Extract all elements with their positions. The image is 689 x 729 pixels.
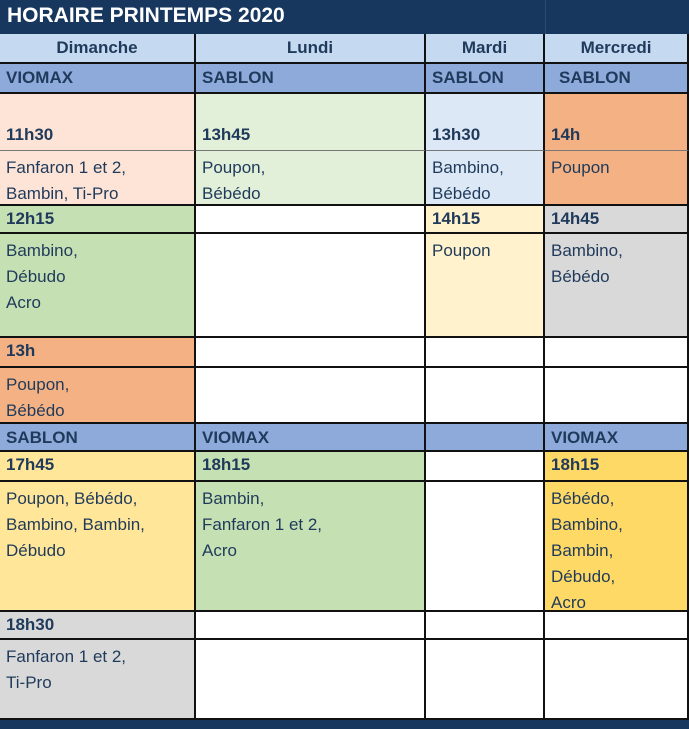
groups-tuesday-2: Poupon	[426, 234, 545, 338]
location-sunday-1: VIOMAX	[0, 64, 196, 94]
empty-cell	[426, 452, 545, 482]
location-sunday-2: SABLON	[0, 424, 196, 452]
groups-wednesday-2: Bambino, Bébédo	[545, 234, 689, 338]
time-wednesday-2: 14h45	[545, 206, 689, 234]
groups-wednesday-3: Bébédo, Bambino, Bambin, Débudo, Acro	[545, 482, 689, 612]
time-wednesday-3: 18h15	[545, 452, 689, 482]
groups-sunday-1: Fanfaron 1 et 2, Bambin, Ti-Pro	[0, 150, 196, 206]
empty-cell	[196, 640, 426, 720]
groups-monday-1: Poupon, Bébédo	[196, 150, 426, 206]
empty-cell	[196, 206, 426, 234]
time-monday-2: 18h15	[196, 452, 426, 482]
time-sunday-3: 13h	[0, 338, 196, 368]
location-wednesday-1: SABLON	[545, 64, 689, 94]
location-wednesday-2: VIOMAX	[545, 424, 689, 452]
groups-wednesday-1: Poupon	[545, 150, 689, 206]
groups-sunday-3: Poupon, Bébédo	[0, 368, 196, 424]
location-monday-1: SABLON	[196, 64, 426, 94]
title-cell-empty	[545, 0, 689, 34]
empty-cell	[426, 368, 545, 424]
time-sunday-4: 17h45	[0, 452, 196, 482]
location-tuesday-2	[426, 424, 545, 452]
footer-bar	[0, 720, 689, 729]
location-monday-2: VIOMAX	[196, 424, 426, 452]
time-sunday-5: 18h30	[0, 612, 196, 640]
time-sunday-2: 12h15	[0, 206, 196, 234]
empty-cell	[426, 482, 545, 612]
empty-cell	[196, 338, 426, 368]
day-header-sunday: Dimanche	[0, 34, 196, 64]
time-wednesday-1: 14h	[545, 94, 689, 150]
groups-tuesday-1: Bambino, Bébédo	[426, 150, 545, 206]
empty-cell	[196, 234, 426, 338]
empty-cell	[196, 368, 426, 424]
time-tuesday-2: 14h15	[426, 206, 545, 234]
groups-monday-2: Bambin, Fanfaron 1 et 2, Acro	[196, 482, 426, 612]
groups-sunday-4: Poupon, Bébédo, Bambino, Bambin, Débudo	[0, 482, 196, 612]
empty-cell	[545, 612, 689, 640]
empty-cell	[196, 612, 426, 640]
location-tuesday-1: SABLON	[426, 64, 545, 94]
empty-cell	[545, 338, 689, 368]
time-tuesday-1: 13h30	[426, 94, 545, 150]
time-monday-1: 13h45	[196, 94, 426, 150]
groups-sunday-5: Fanfaron 1 et 2, Ti-Pro	[0, 640, 196, 720]
sheet-title: HORAIRE PRINTEMPS 2020	[0, 0, 545, 34]
empty-cell	[426, 612, 545, 640]
empty-cell	[426, 640, 545, 720]
time-sunday-1: 11h30	[0, 94, 196, 150]
groups-sunday-2: Bambino, Débudo Acro	[0, 234, 196, 338]
day-header-wednesday: Mercredi	[545, 34, 689, 64]
empty-cell	[545, 640, 689, 720]
day-header-monday: Lundi	[196, 34, 426, 64]
empty-cell	[426, 338, 545, 368]
day-header-tuesday: Mardi	[426, 34, 545, 64]
empty-cell	[545, 368, 689, 424]
